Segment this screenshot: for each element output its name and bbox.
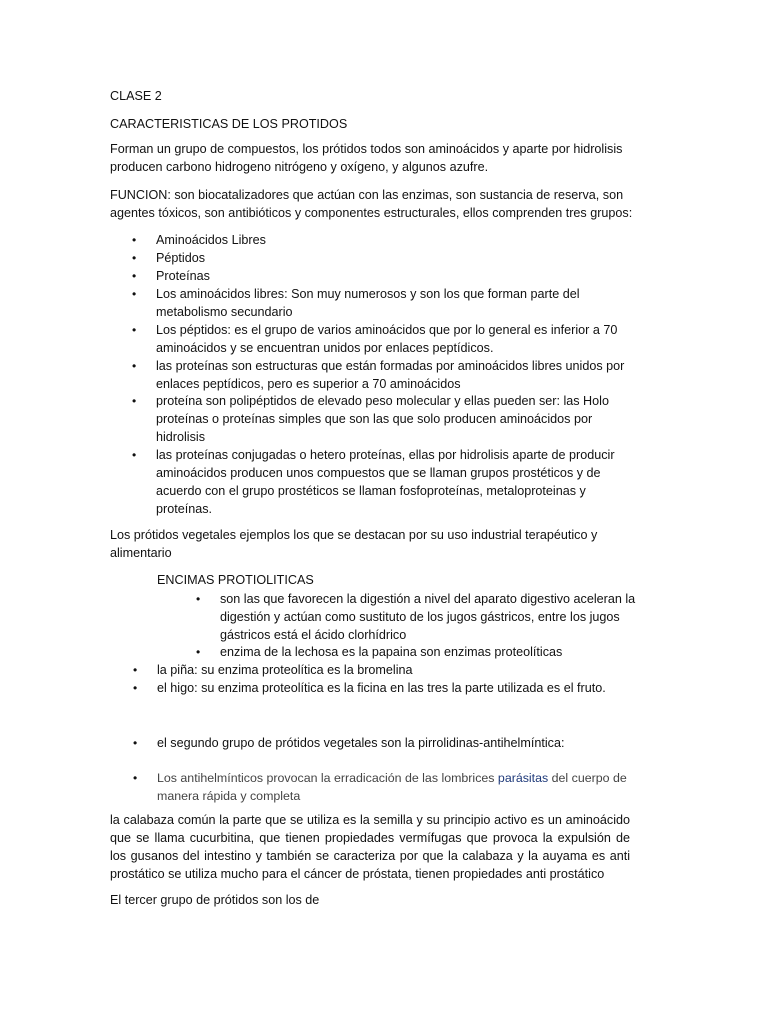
anti-text-end: del cuerpo de manera rápida y completa: [157, 771, 627, 803]
list-item: [133, 661, 647, 679]
list-item: [133, 734, 647, 752]
list-item: [132, 446, 642, 518]
list-item: [132, 321, 642, 357]
bullet-icon: •: [132, 269, 137, 283]
list-item: [132, 231, 642, 249]
intro-paragraph: Forman un grupo de compuestos, los prótidos todos son aminoácidos y aparte por hidrolisis producen carbono hidrogeno nitrógeno y oxígeno, y algunos azufre.: [110, 142, 623, 174]
list-item: [196, 590, 640, 644]
parasitas-link[interactable]: parásitas: [497, 771, 549, 785]
anti-text-start: Los antihelmínticos provocan la erradicación de las lombrices: [157, 771, 498, 785]
bullet-icon: •: [132, 233, 137, 247]
bullet-icon: •: [196, 645, 201, 659]
list-item: [132, 249, 642, 267]
bullet-icon: •: [132, 448, 137, 462]
vegetales-paragraph: Los prótidos vegetales ejemplos los que se destacan por su uso industrial terapéutico y alimentario: [110, 528, 598, 560]
list-item-text: Aminoácidos Libres: [156, 233, 266, 247]
list-item-text: Proteínas: [156, 269, 210, 283]
bullet-icon: •: [133, 663, 138, 677]
list-item-text: Los péptidos: es el grupo de varios aminoácidos que por lo general es inferior a 70 aminoácidos y se encuentran unidos por enlaces peptídicos.: [156, 323, 618, 355]
list-item-text: la piña: su enzima proteolítica es la bromelina: [157, 663, 413, 677]
class-title: CLASE 2: [110, 89, 162, 103]
list-item-text: proteína son polipéptidos de elevado peso molecular y ellas pueden ser: las Holo proteínas o proteínas simples que son las que solo producen aminoácidos por hidrolisis: [156, 394, 609, 444]
list-item: [132, 392, 642, 446]
list-item: [133, 679, 647, 697]
bullet-icon: •: [132, 359, 137, 373]
list-item-text: el segundo grupo de prótidos vegetales son la pirrolidinas-antihelmíntica:: [157, 736, 565, 750]
list-item: [132, 357, 642, 393]
list-item-text: enzima de la lechosa es la papaina son enzimas proteolíticas: [220, 645, 563, 659]
list-item: [132, 285, 642, 321]
list-item-text: son las que favorecen la digestión a nivel del aparato digestivo aceleran la digestión y actúan como sustituto de los jugos gástricos, entre los jugos gástricos está el ácido clorhídrico: [220, 592, 636, 642]
bullet-icon: •: [133, 736, 138, 750]
list-item: [132, 267, 642, 285]
calabaza-paragraph: la calabaza común la parte que se utiliza es la semilla y su principio activo es un aminoácido que se llama cucurbitina, que tienen propiedades vermífugas que provoca la expulsión de los gusanos del intestino y también se caracteriza por que la calabaza y la auyama es anti prostático se utiliza mucho para el cáncer de próstata, tienen propiedades anti prostático: [110, 813, 630, 881]
list-item-text: Los aminoácidos libres: Son muy numerosos y son los que forman parte del metabolismo secundario: [156, 287, 580, 319]
bullet-icon: •: [133, 771, 138, 785]
section-heading: CARACTERISTICAS DE LOS PROTIDOS: [110, 117, 348, 131]
tercer-paragraph: El tercer grupo de prótidos son los de: [110, 893, 320, 907]
bullet-icon: •: [132, 394, 137, 408]
list-item-text: las proteínas son estructuras que están formadas por aminoácidos libres unidos por enlaces peptídicos, pero es superior a 70 aminoácidos: [156, 359, 625, 391]
bullet-icon: •: [133, 681, 138, 695]
list-item: [133, 769, 657, 805]
bullet-icon: •: [132, 287, 137, 301]
bullet-icon: •: [196, 592, 201, 606]
list-item: [196, 643, 640, 661]
bullet-icon: •: [132, 323, 137, 337]
funcion-paragraph: FUNCION: son biocatalizadores que actúan con las enzimas, son sustancia de reserva, son agentes tóxicos, son antibióticos y componentes estructurales, ellos comprenden tres grupos:: [110, 188, 633, 220]
list-item-text: el higo: su enzima proteolítica es la ficina en las tres la parte utilizada es el fruto.: [157, 681, 606, 695]
list-item-text: las proteínas conjugadas o hetero proteínas, ellas por hidrolisis aparte de producir aminoácidos producen unos compuestos que se llaman grupos prostéticos y de acuerdo con el grupo prostéticos se llaman fosfoproteínas, metaloproteinas y proteínas.: [156, 448, 615, 516]
bullet-icon: •: [132, 251, 137, 265]
list-item-text: Péptidos: [156, 251, 206, 265]
encimas-heading: ENCIMAS PROTIOLITICAS: [157, 573, 314, 587]
